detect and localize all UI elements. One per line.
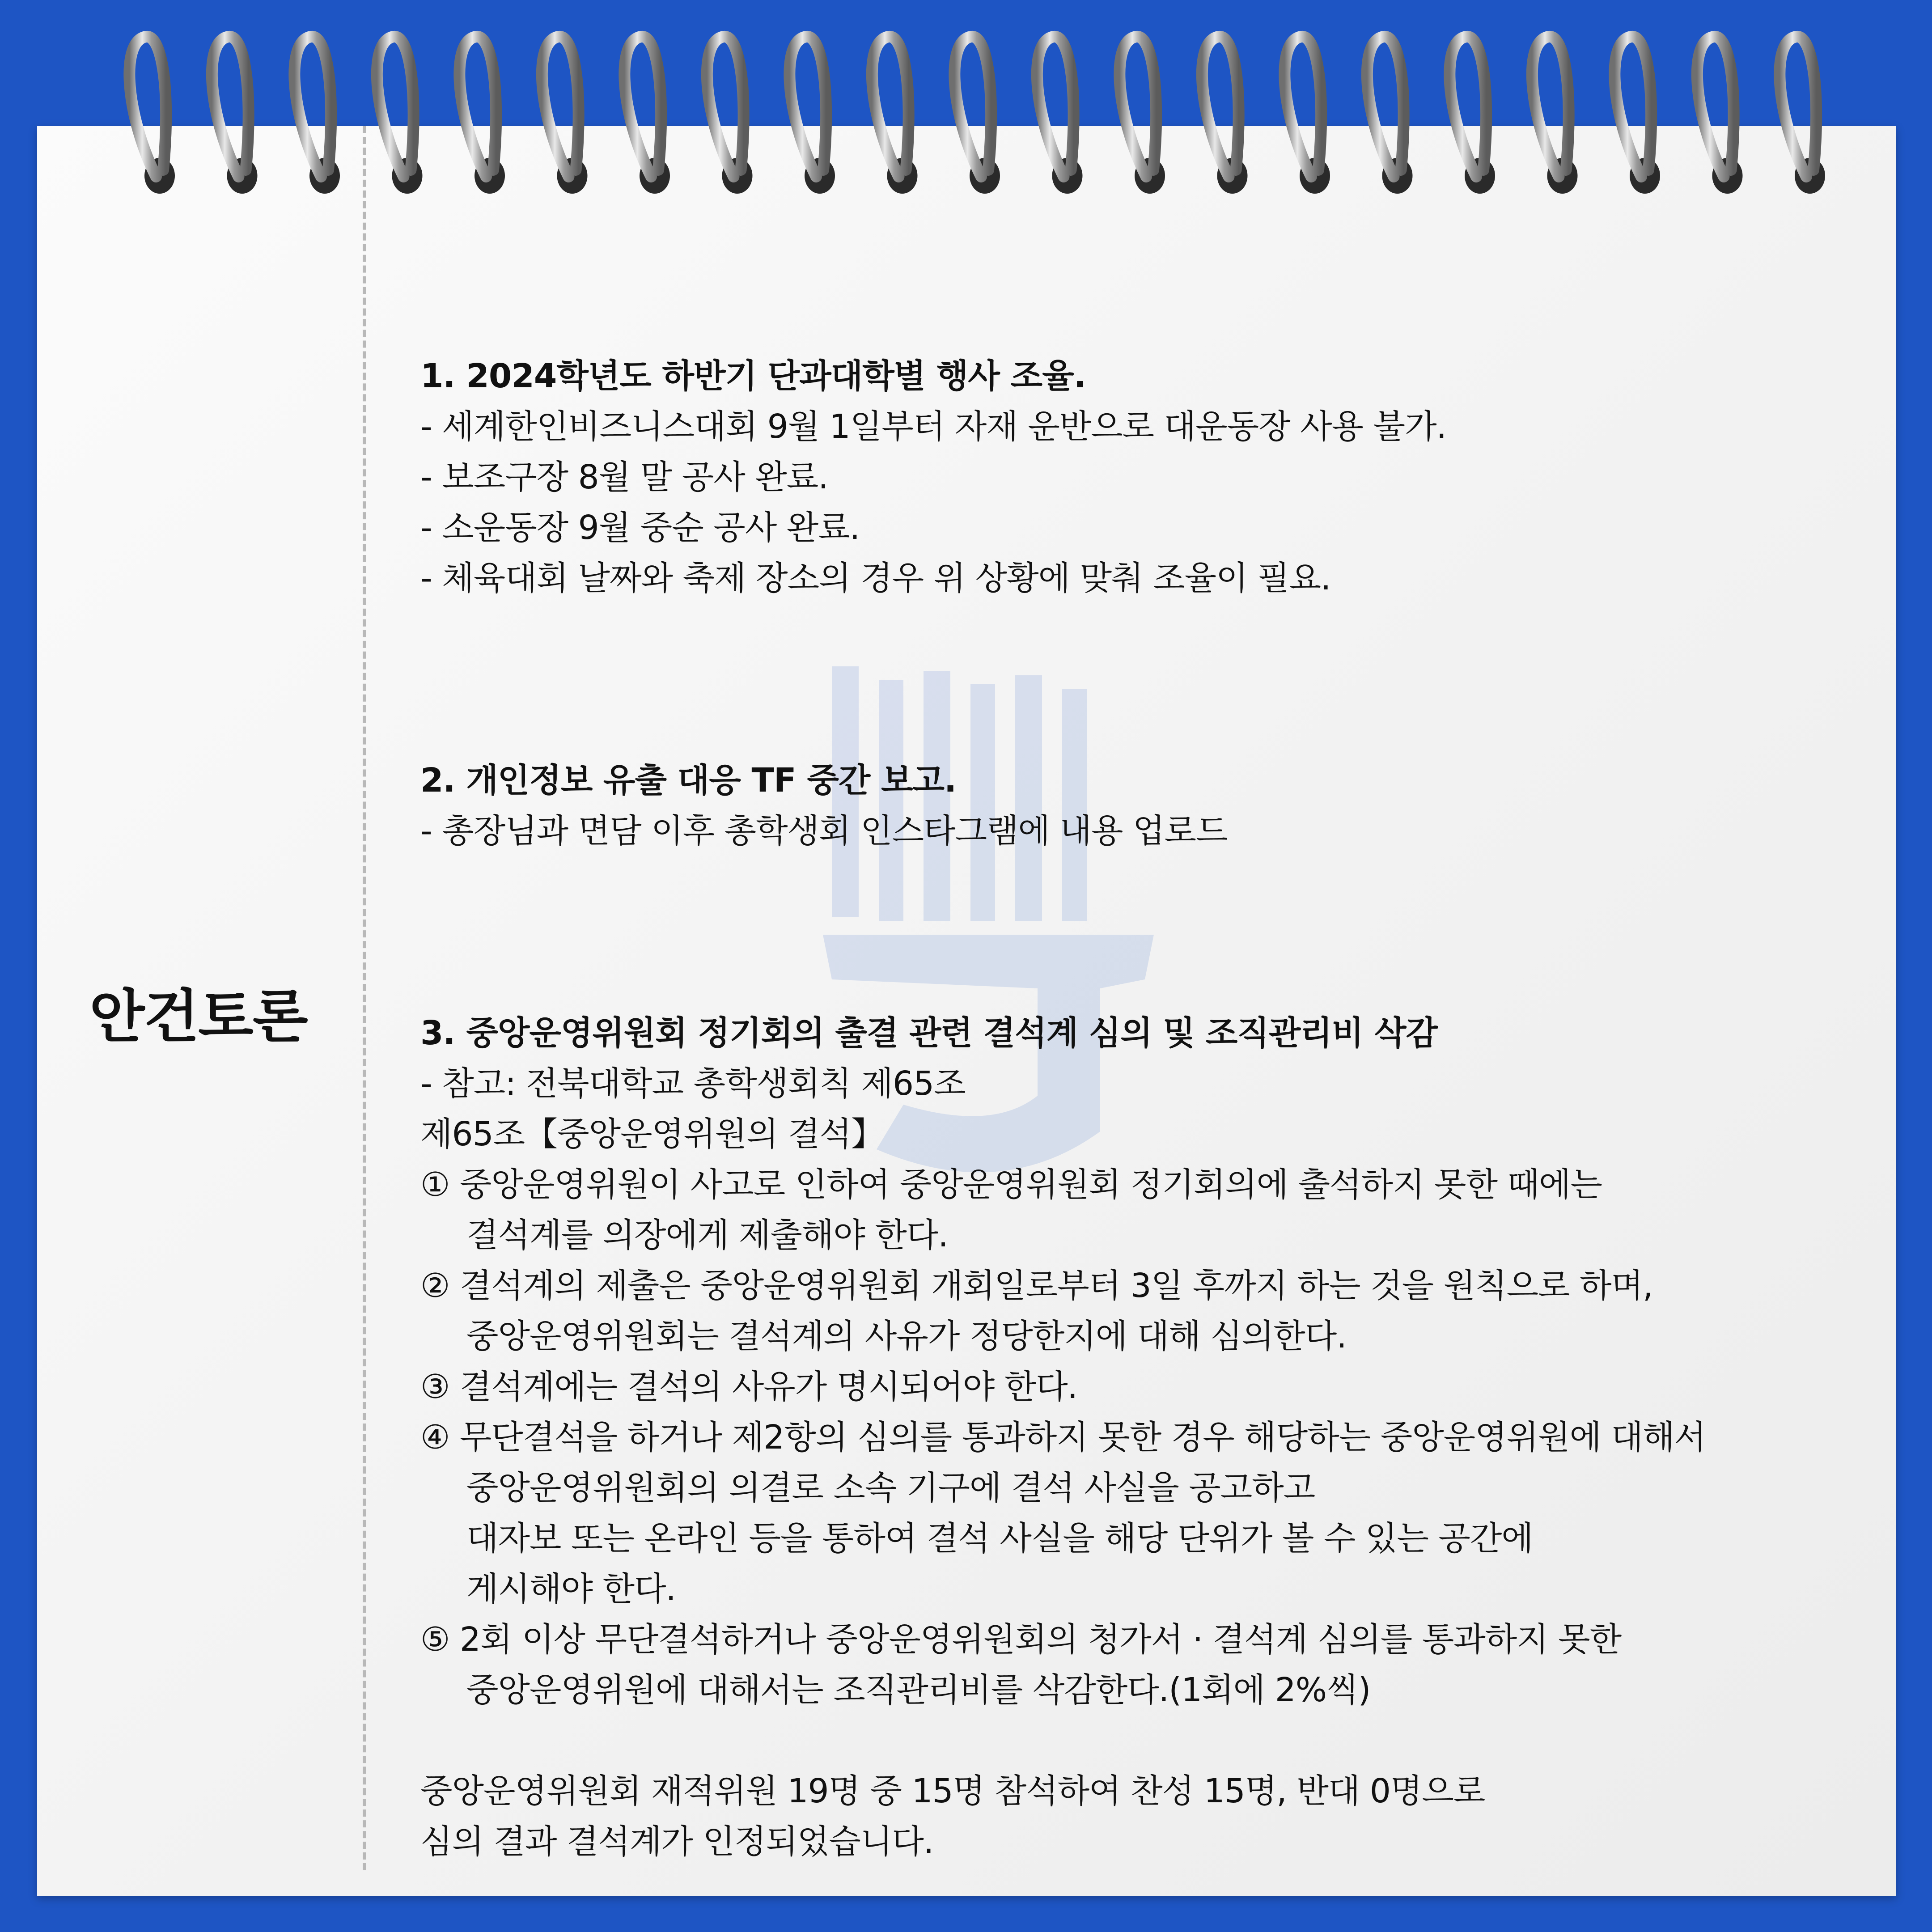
- item3-reference: - 참고: 전북대학교 총학생회칙 제65조: [420, 1064, 966, 1103]
- clause-4-cont: 중앙운영위원회의 의결로 소속 기구에 결석 사실을 공고하고: [466, 1469, 1315, 1507]
- clause-2: ② 결석계의 제출은 중앙운영위원회 개회일로부터 3일 후까지 하는 것을 원칙으로 하며,: [420, 1267, 1653, 1305]
- section-title: 안건토론: [89, 983, 307, 1050]
- item2-line: - 총장님과 면담 이후 총학생회 인스타그램에 내용 업로드: [420, 812, 1228, 850]
- item1-line: - 보조구장 8월 말 공사 완료.: [420, 458, 828, 496]
- result-line: 심의 결과 결석계가 인정되었습니다.: [420, 1822, 934, 1861]
- item1-heading: 1. 2024학년도 하반기 단과대학별 행사 조율.: [420, 357, 1086, 395]
- clause-5: ⑤ 2회 이상 무단결석하거나 중앙운영위원회의 청가서 · 결석계 심의를 통과하지 못한: [420, 1620, 1622, 1659]
- clause-2-cont: 중앙운영위원회는 결석계의 사유가 정당한지에 대해 심의한다.: [466, 1317, 1347, 1356]
- result-line: 중앙운영위원회 재적위원 19명 중 15명 참석하여 찬성 15명, 반대 0명으로: [420, 1772, 1485, 1810]
- page-divider: [363, 126, 366, 1870]
- clause-4: ④ 무단결석을 하거나 제2항의 심의를 통과하지 못한 경우 해당하는 중앙운영위원에 대해서: [420, 1418, 1706, 1457]
- item1-line: - 체육대회 날짜와 축제 장소의 경우 위 상황에 맞춰 조율이 필요.: [420, 559, 1331, 597]
- clause-1-cont: 결석계를 의장에게 제출해야 한다.: [466, 1216, 948, 1254]
- article-title: 제65조【중앙운영위원의 결석】: [420, 1115, 884, 1153]
- item2-heading: 2. 개인정보 유출 대응 TF 중간 보고.: [420, 761, 957, 800]
- clause-3: ③ 결석계에는 결석의 사유가 명시되어야 한다.: [420, 1368, 1078, 1406]
- clause-5-cont: 중앙운영위원에 대해서는 조직관리비를 삭감한다.(1회에 2%씩): [466, 1671, 1371, 1709]
- clause-4-cont: 대자보 또는 온라인 등을 통하여 결석 사실을 해당 단위가 볼 수 있는 공간에: [466, 1519, 1533, 1558]
- item3-heading: 3. 중앙운영위원회 정기회의 출결 관련 결석계 심의 및 조직관리비 삭감: [420, 1014, 1438, 1052]
- clause-4-cont: 게시해야 한다.: [466, 1570, 676, 1608]
- item1-line: - 소운동장 9월 중순 공사 완료.: [420, 508, 860, 547]
- clause-1: ① 중앙운영위원이 사고로 인하여 중앙운영위원회 정기회의에 출석하지 못한 때에는: [420, 1165, 1602, 1204]
- agenda-content: [420, 351, 1896, 1867]
- item1-line: - 세계한인비즈니스대회 9월 1일부터 자재 운반으로 대운동장 사용 불가.: [420, 407, 1447, 446]
